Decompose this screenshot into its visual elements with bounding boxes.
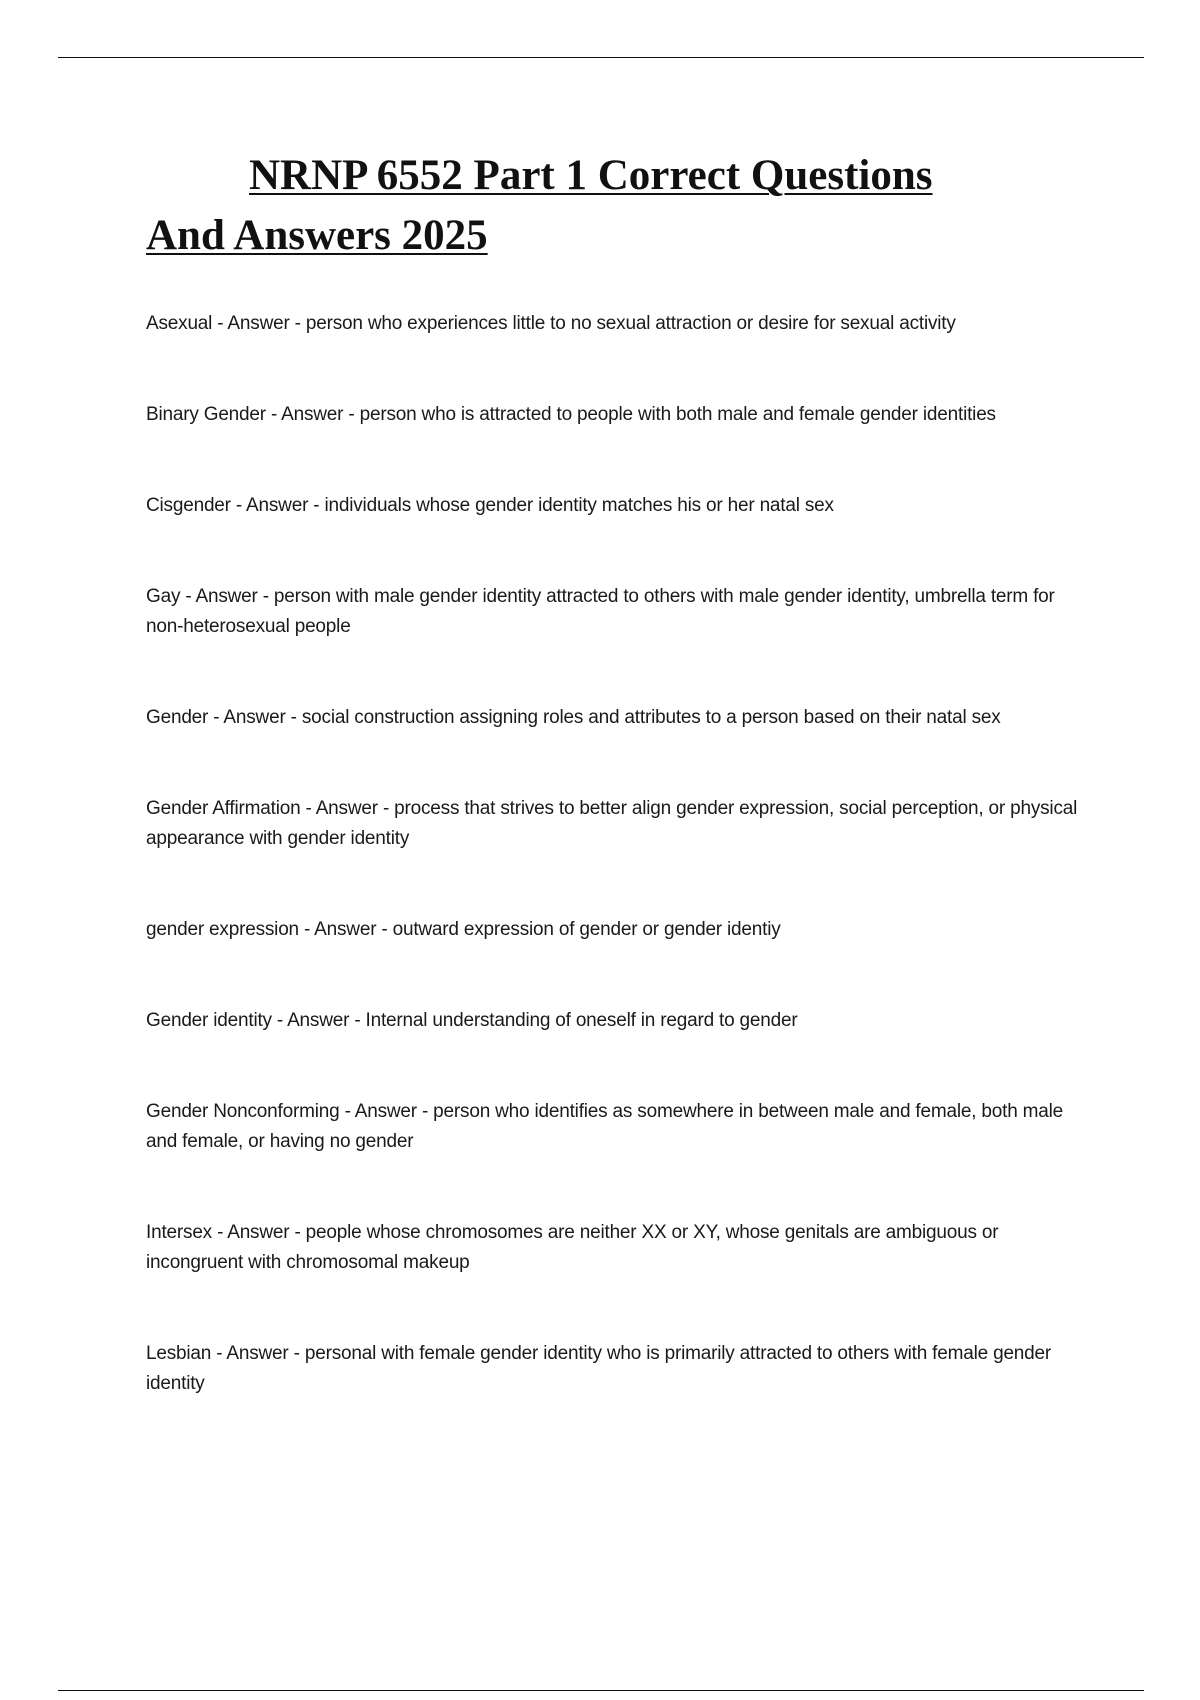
- qa-entry-list: [146, 309, 1096, 1460]
- qa-entry-gender: Gender - Answer - social construction assigning roles and attributes to a person based on their natal sex: [146, 707, 1001, 728]
- qa-entry-gay: Gay - Answer - person with male gender identity attracted to others with male gender identity, umbrella term for non-heterosexual people: [146, 586, 1055, 637]
- qa-entry-gender-expression: gender expression - Answer - outward expression of gender or gender identiy: [146, 919, 781, 940]
- title-line-1: NRNP 6552 Part 1 Correct Questions: [249, 152, 933, 199]
- qa-entry-binary-gender: Binary Gender - Answer - person who is attracted to people with both male and female gender identities: [146, 404, 996, 425]
- header-rule: [58, 57, 1144, 58]
- qa-entry-asexual: Asexual - Answer - person who experiences little to no sexual attraction or desire for sexual activity: [146, 313, 956, 334]
- qa-entry-intersex: Intersex - Answer - people whose chromosomes are neither XX or XY, whose genitals are ambiguous or incongruent with chromosomal makeup: [146, 1222, 999, 1273]
- qa-entry-gender-identity: Gender identity - Answer - Internal understanding of oneself in regard to gender: [146, 1010, 798, 1031]
- qa-entry-cisgender: Cisgender - Answer - individuals whose gender identity matches his or her natal sex: [146, 495, 834, 516]
- title-line-2: And Answers 2025: [146, 212, 488, 259]
- qa-entry-gender-affirmation: Gender Affirmation - Answer - process that strives to better align gender expression, social perception, or physical appearance with gender identity: [146, 798, 1078, 849]
- document-title: [146, 146, 1096, 266]
- footer-rule: [58, 1690, 1144, 1691]
- qa-entry-gender-nonconforming: Gender Nonconforming - Answer - person who identifies as somewhere in between male and female, both male and female, or having no gender: [146, 1101, 1064, 1152]
- qa-entry-lesbian: Lesbian - Answer - personal with female gender identity who is primarily attracted to others with female gender identity: [146, 1343, 1052, 1394]
